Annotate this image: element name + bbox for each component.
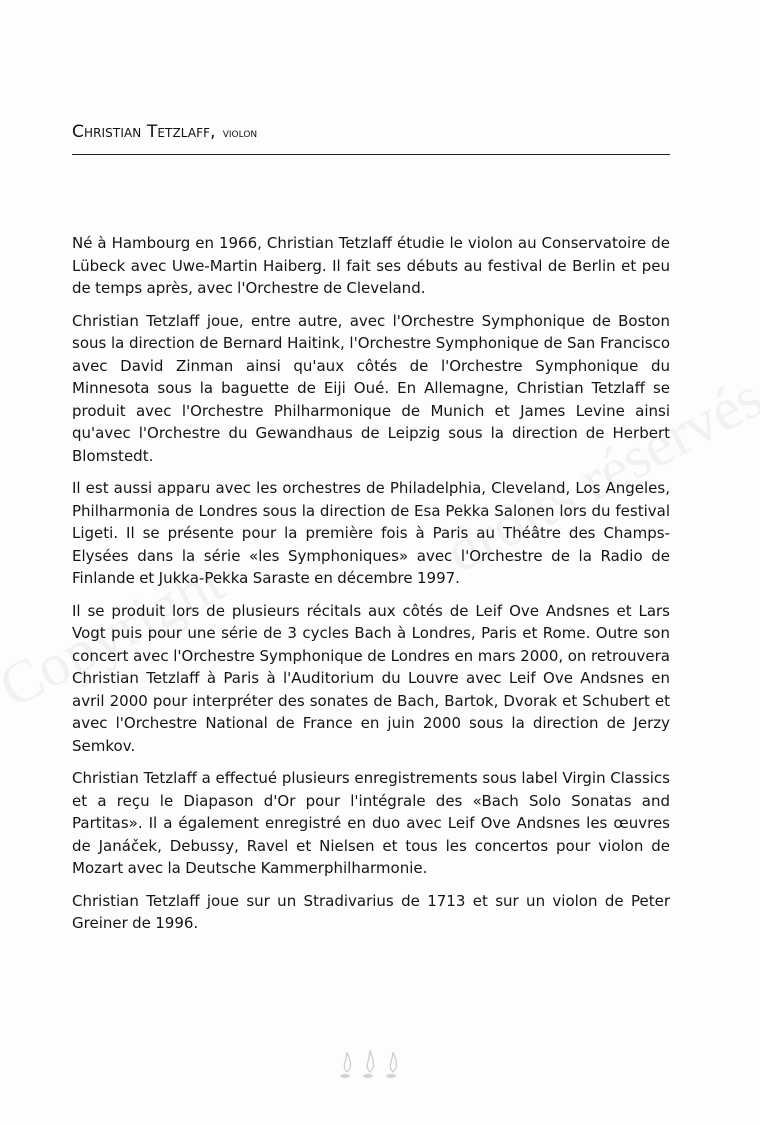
paragraph: Il est aussi apparu avec les orchestres de Philadelphia, Cleveland, Los Angeles, Philharmonia de Londres sous la direction de Esa Pekka Salonen lors du festival Ligeti. Il se présente pour la première fois à Paris au Théâtre des Champs-Elysées dans la série «les Symphoniques» avec l'Orchestre de la Radio de Finlande et Jukka-Pekka Saraste en décembre 1997.	[72, 479, 670, 587]
page-header	[72, 122, 670, 155]
biography-text	[72, 232, 670, 945]
artist-role: violon	[222, 126, 258, 141]
paragraph: Christian Tetzlaff joue, entre autre, avec l'Orchestre Symphonique de Boston sous la direction de Bernard Haitink, l'Orchestre Symphonique de San Francisco avec David Zinman ainsi qu'aux côtés de l'Orchestre Symphonique du Minnesota sous la baguette de Eiji Oué. En Allemagne, Christian Tetzlaff se produit avec l'Orchestre Philharmonique de Munich et James Levine ainsi qu'avec l'Orchestre du Gewandhaus de Leipzig sous la direction de Herbert Blomstedt.	[72, 311, 670, 465]
artist-name: Christian Tetzlaff,	[72, 122, 216, 142]
candle-flames-ornament-icon	[335, 1046, 405, 1080]
paragraph: Christian Tetzlaff joue sur un Stradivarius de 1713 et sur un violon de Peter Greiner de 1996.	[72, 891, 670, 932]
paragraph: Né à Hambourg en 1966, Christian Tetzlaff étudie le violon au Conservatoire de Lübeck avec Uwe-Martin Haiberg. Il fait ses débuts au festival de Berlin et peu de temps après, avec l'Orchestre de Cleveland.	[72, 234, 670, 297]
paragraph: Il se produit lors de plusieurs récitals aux côtés de Leif Ove Andsnes et Lars Vogt puis pour une série de 3 cycles Bach à Londres, Paris et Rome. Outre son concert avec l'Orchestre Symphonique de Londres en mars 2000, on retrouvera Christian Tetzlaff à Paris à l'Auditorium du Louvre avec Leif Ove Andsnes en avril 2000 pour interpréter des sonates de Bach, Bartok, Dvorak et Schubert et avec l'Orchestre National de France en juin 2000 sous la direction de Jerzy Semkov.	[72, 601, 670, 755]
paragraph: Christian Tetzlaff a effectué plusieurs enregistrements sous label Virgin Classics et a reçu le Diapason d'Or pour l'intégrale des «Bach Solo Sonatas and Partitas». Il a également enregistré en duo avec Leif Ove Andsnes les œuvres de Janáček, Debussy, Ravel et Nielsen et tous les concertos pour violon de Mozart avec la Deutsche Kammerphilharmonie.	[72, 769, 670, 877]
